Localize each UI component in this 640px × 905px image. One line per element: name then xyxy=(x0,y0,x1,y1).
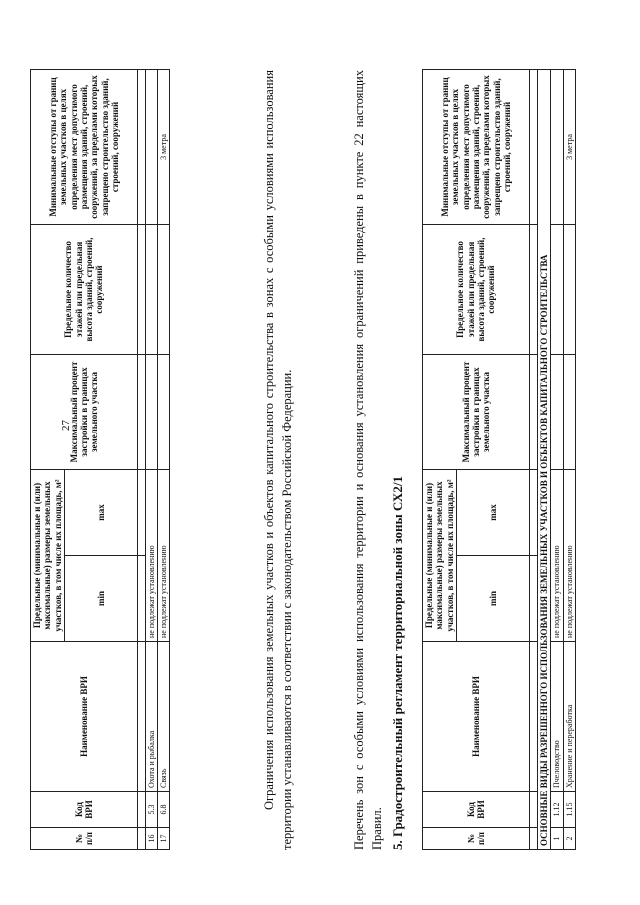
row-size: не подлежат установлению xyxy=(563,469,575,641)
row-name: Пчеловодство xyxy=(551,642,563,792)
header-code: Код ВРИ xyxy=(31,792,138,828)
header-size: Предельные (минимальные и (или) максимальные) размеры земельных участков, в том числе их площадь, м² xyxy=(31,469,65,641)
paragraph-zone-list: Перечень зон с особыми условиями использования территории и основания установления ограничений приведены в пункте 22 настоящих Правил. xyxy=(352,70,384,850)
row-floors xyxy=(158,224,170,354)
section-label: ОСНОВНЫЕ ВИДЫ РАЗРЕШЕННОГО ИСПОЛЬЗОВАНИЯ ЗЕМЕЛЬНЫХ УЧАСТКОВ И ОБЪЕКТОВ КАПИТАЛЬНОГО СТРОИТЕЛЬСТВА xyxy=(538,69,551,849)
table-zone-cx2-1 xyxy=(422,69,576,850)
header-min: min xyxy=(65,556,138,642)
header-code: Код ВРИ xyxy=(423,792,530,828)
row-floors xyxy=(551,224,563,354)
row-setback xyxy=(146,69,158,224)
row-code: 6.8 xyxy=(158,792,170,828)
row-name: Хранение и переработка xyxy=(563,642,575,792)
row-floors xyxy=(563,224,575,354)
header-setback: Минимальные отступы от границ земельных участков в целях определения мест допустимого размещения зданий, строений, сооружений, за пределами которых запрещено строительство зданий, строений, сооружений xyxy=(423,69,530,224)
row-percent xyxy=(158,354,170,469)
header-max: max xyxy=(65,469,138,555)
row-num: 17 xyxy=(158,828,170,850)
row-num: 2 xyxy=(563,828,575,850)
table-row xyxy=(158,69,170,849)
header-name: Наименование ВРИ xyxy=(423,642,530,792)
row-name: Охота и рыбалка xyxy=(146,642,158,792)
header-name: Наименование ВРИ xyxy=(31,642,138,792)
table-row xyxy=(551,69,563,849)
section-row xyxy=(538,69,551,849)
row-code: 1.15 xyxy=(563,792,575,828)
rotated-page-content xyxy=(30,30,610,870)
row-num: 16 xyxy=(146,828,158,850)
row-setback: 3 метра xyxy=(158,69,170,224)
row-percent xyxy=(146,354,158,469)
row-code: 1.12 xyxy=(551,792,563,828)
row-size: не подлежат установлению xyxy=(158,469,170,641)
header-size: Предельные (минимальные и (или) максимальные) размеры земельных участков, в том числе их площадь, м² xyxy=(423,469,457,641)
header-floors: Предельное количество этажей или предельная высота зданий, строений, сооружений xyxy=(31,224,138,354)
header-max: max xyxy=(457,469,530,555)
header-num: № п/п xyxy=(423,828,530,850)
row-setback xyxy=(551,69,563,224)
row-size: не подлежат установлению xyxy=(551,469,563,641)
table-row xyxy=(563,69,575,849)
row-percent xyxy=(551,354,563,469)
header-percent: Максимальный процент застройки в границах земельного участка xyxy=(31,354,138,469)
row-floors xyxy=(146,224,158,354)
header-setback: Минимальные отступы от границ земельных участков в целях определения мест допустимого размещения зданий, строений, сооружений, за пределами которых запрещено строительство зданий, строений, сооружений xyxy=(31,69,138,224)
header-min: min xyxy=(457,556,530,642)
header-floors: Предельное количество этажей или предельная высота зданий, строений, сооружений xyxy=(423,224,530,354)
table-row xyxy=(146,69,158,849)
row-name: Связь xyxy=(158,642,170,792)
row-percent xyxy=(563,354,575,469)
paragraph-restrictions: Ограничения использования земельных участков и объектов капитального строительства в зонах с особыми условиями использования территории устанавливаются в соответствии с законодательством Российской Федерации. xyxy=(262,70,294,850)
header-num: № п/п xyxy=(31,828,138,850)
row-code: 5.3 xyxy=(146,792,158,828)
table-continuation xyxy=(30,69,170,850)
row-size: не подлежат установлению xyxy=(146,469,158,641)
row-num: 1 xyxy=(551,828,563,850)
row-setback: 3 метра xyxy=(563,69,575,224)
page-number: 27 xyxy=(60,420,72,431)
header-percent: Максимальный процент застройки в границах земельного участка xyxy=(423,354,530,469)
zone-title: 5. Градостроительный регламент территориальной зоны СХ2/1 xyxy=(390,476,405,850)
